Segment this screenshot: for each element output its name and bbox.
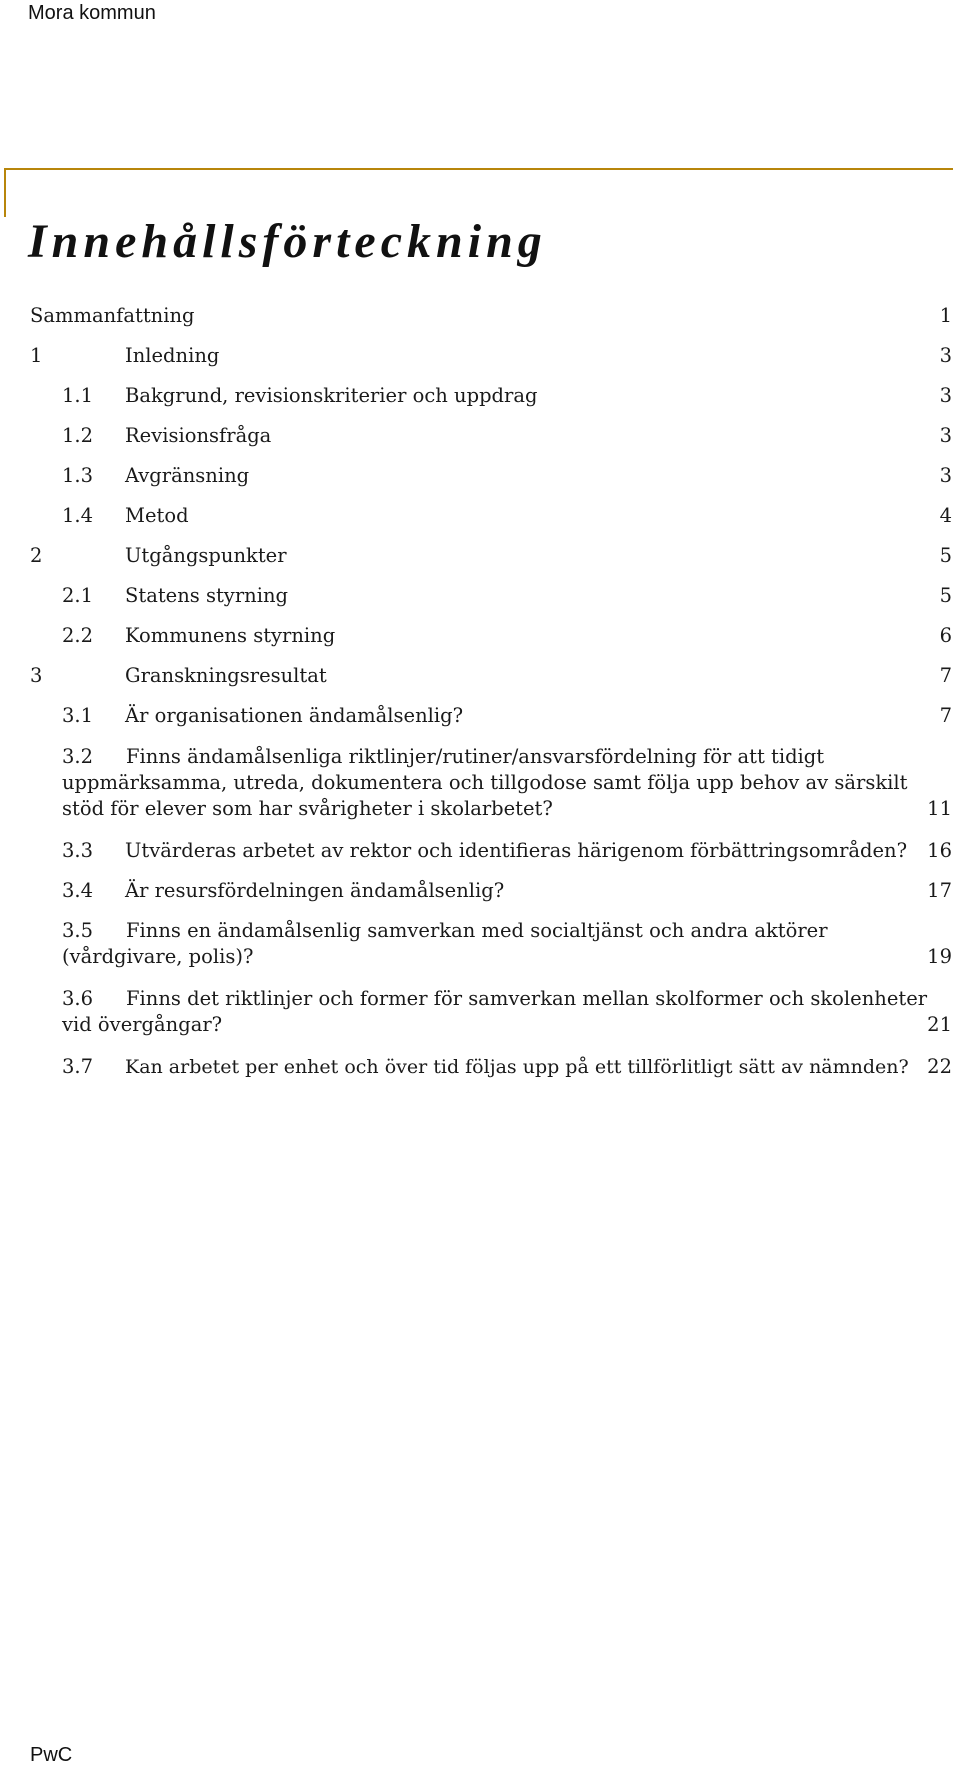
toc-entry-number: 3 — [30, 664, 43, 687]
toc-entry-text: Granskningsresultat — [125, 664, 327, 687]
toc-entry-number: 1.3 — [62, 464, 94, 487]
toc-entry-text: Utgångspunkter — [125, 544, 287, 567]
toc-entry-page: 1 — [939, 304, 952, 327]
toc-entry-page: 21 — [927, 1013, 952, 1036]
toc-entry-page: 16 — [927, 839, 952, 862]
toc-entry-text: Kan arbetet per enhet och över tid följas upp på ett tillförlitligt sätt av nämnden? — [125, 1056, 909, 1078]
toc-entry-number: 1.2 — [62, 424, 94, 447]
toc-entry-number: 3.4 — [62, 879, 94, 902]
toc-entry-text: Är organisationen ändamålsenlig? — [125, 704, 464, 727]
toc-entry-page: 3 — [939, 344, 952, 367]
toc-entry-number: 3.2 — [62, 745, 94, 768]
toc-entry-text: Statens styrning — [125, 584, 288, 607]
toc-entry[interactable] — [0, 918, 960, 972]
toc-entry-page: 4 — [939, 504, 952, 527]
toc-entry-page: 3 — [939, 384, 952, 407]
toc-entry[interactable] — [0, 744, 960, 824]
toc-entry-number: 3.7 — [62, 1055, 94, 1078]
toc-entry-number: 1.1 — [62, 384, 94, 407]
toc-entry-text: Bakgrund, revisionskriterier och uppdrag — [125, 384, 538, 407]
toc-entry-number: 3.1 — [62, 704, 94, 727]
title-rule-left — [4, 168, 6, 217]
toc-entry-page: 3 — [939, 464, 952, 487]
toc-entry-page: 7 — [939, 704, 952, 727]
toc-entry-number: 3.5 — [62, 919, 94, 942]
toc-entry-page: 17 — [927, 879, 952, 902]
toc-entry-number: 1.4 — [62, 504, 94, 527]
toc-entry-text: Revisionsfråga — [125, 424, 272, 447]
toc-entry-page: 19 — [927, 945, 952, 968]
toc-entry-number: 2 — [30, 544, 43, 567]
toc-entry-text: Sammanfattning — [30, 304, 195, 327]
toc-entry-text: Finns det riktlinjer och former för samverkan mellan skolformer och skolenheter vid övergångar? — [62, 987, 928, 1036]
toc-entry-number: 3.3 — [62, 839, 94, 862]
toc-entry-page: 22 — [927, 1055, 952, 1078]
toc-entry-number: 1 — [30, 344, 43, 367]
toc-entry-text: Metod — [125, 504, 189, 527]
toc-entry-number: 2.1 — [62, 584, 94, 607]
toc-entry-text: Finns en ändamålsenlig samverkan med socialtjänst och andra aktörer (vårdgivare, polis)? — [62, 919, 828, 968]
toc-entry-text: Är resursfördelningen ändamålsenlig? — [125, 879, 505, 902]
toc-entry-text: Finns ändamålsenliga riktlinjer/rutiner/ansvarsfördelning för att tidigt uppmärksamma, utreda, dokumentera och tillgodose samt följa upp behov av särskilt stöd för elever som har svårigheter i skolarbetet? — [62, 745, 908, 820]
toc-entry-text: Kommunens styrning — [125, 624, 336, 647]
title-rule-top — [4, 168, 953, 170]
toc-entry-page: 5 — [939, 544, 952, 567]
toc-entry-page: 6 — [939, 624, 952, 647]
toc-entry-text: Avgränsning — [125, 464, 250, 487]
toc-entry-text: Inledning — [125, 344, 220, 367]
running-header: Mora kommun — [28, 2, 156, 24]
page-title: Innehållsförteckning — [28, 215, 547, 268]
toc-entry-page: 5 — [939, 584, 952, 607]
toc-entry-number: 3.6 — [62, 987, 94, 1010]
toc-entry[interactable] — [0, 986, 960, 1040]
toc-entry-page: 7 — [939, 664, 952, 687]
toc-entry-page: 11 — [927, 797, 952, 820]
toc-entry-text: Utvärderas arbetet av rektor och identifieras härigenom förbättringsområden? — [125, 839, 908, 862]
toc-entry-page: 3 — [939, 424, 952, 447]
running-footer: PwC — [30, 1744, 73, 1766]
toc-entry-number: 2.2 — [62, 624, 94, 647]
